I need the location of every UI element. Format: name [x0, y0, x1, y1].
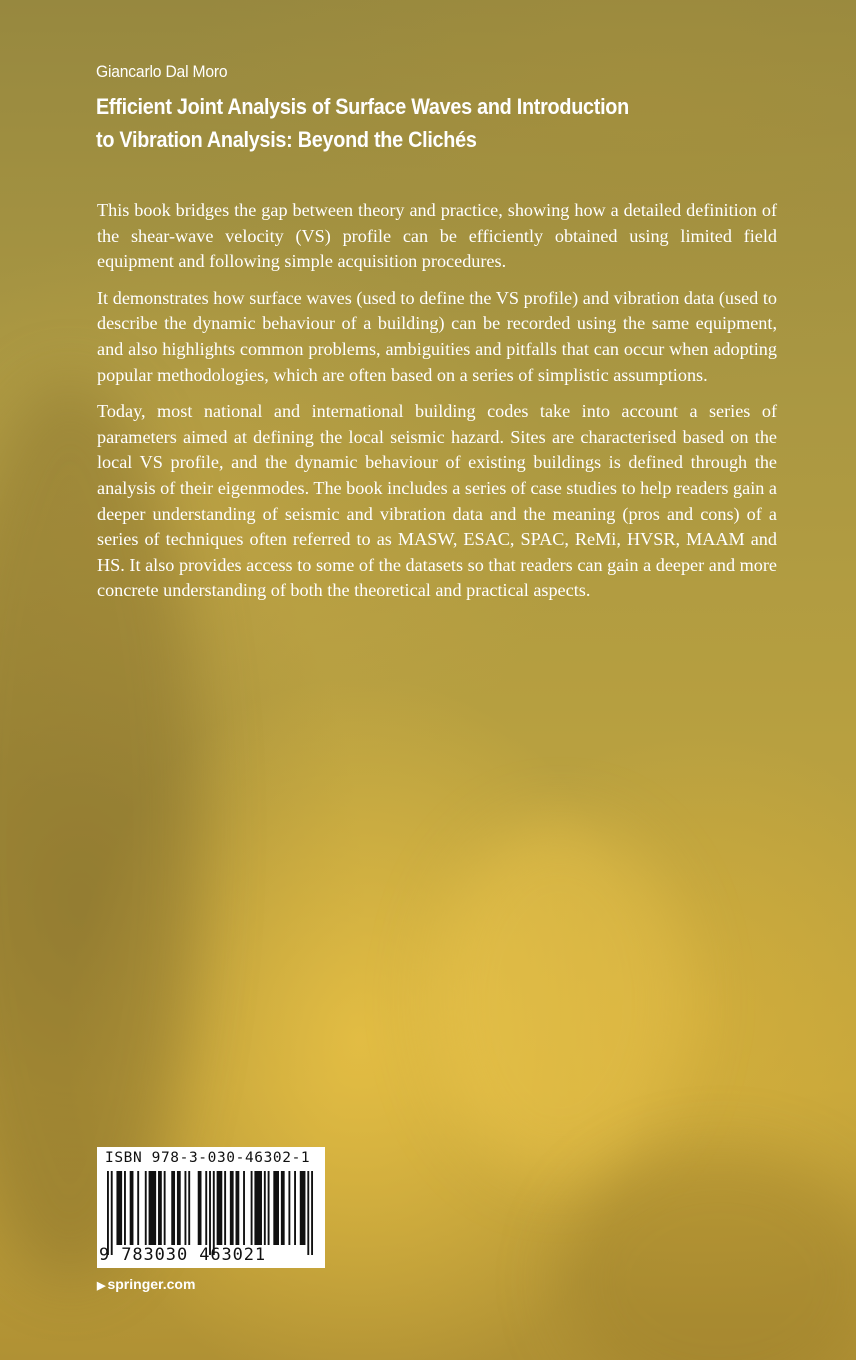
barcode-bar — [268, 1171, 270, 1245]
isbn-barcode — [97, 1147, 325, 1268]
ean-digits: 9 783030 463021 — [99, 1245, 267, 1265]
barcode-bar — [177, 1171, 181, 1245]
barcode-bar — [188, 1171, 190, 1245]
barcode-bar — [107, 1171, 109, 1255]
barcode-bar — [149, 1171, 157, 1245]
background-highlight — [430, 820, 690, 1180]
barcode-bar — [236, 1171, 240, 1245]
barcode-bar — [198, 1171, 202, 1245]
barcode-bar — [145, 1171, 147, 1245]
barcode-bar — [205, 1171, 207, 1245]
barcode-bar — [230, 1171, 234, 1245]
book-description — [97, 198, 777, 615]
barcode-bar — [171, 1171, 175, 1245]
arrow-right-icon: ▶ — [97, 1280, 106, 1292]
barcode-bar — [111, 1171, 113, 1255]
barcode-bar — [184, 1171, 186, 1245]
barcode-bar — [311, 1171, 313, 1255]
description-paragraph-3: Today, most national and international building codes take into account a series of parameters aimed at defining the local seismic hazard. Sites are characterised based on the local VS profile, and the dynamic behaviour of existing buildings is defined through the analysis of their eigenmodes. The book includes a series of case studies to help readers gain a deeper understanding of seismic and vibration data and the meaning (pros and cons) of a series of techniques often referred to as MASW, ESAC, SPAC, ReMi, HVSR, MAAM and HS. It also provides access to some of the datasets so that readers can gain a deeper and more concrete understanding of both the theoretical and practical aspects. — [97, 401, 777, 601]
barcode-bar — [137, 1171, 139, 1245]
barcode-bar — [281, 1171, 285, 1245]
description-paragraph-2: It demonstrates how surface waves (used to define the VS profile) and vibration data (used to describe the dynamic behaviour of a building) can be recorded using the same equipment, and also highlights common problems, ambiguities and pitfalls that can occur when adopting popular methodologies, which are often based on a series of simplistic assumptions. — [97, 287, 777, 385]
barcode-bar — [224, 1171, 226, 1245]
barcode-bar — [254, 1171, 262, 1245]
description-paragraph-1: This book bridges the gap between theory and practice, showing how a detailed definition of the shear-wave velocity (VS) profile can be efficiently obtained using limited field equipment and following simple acquisition procedures. — [97, 200, 777, 272]
background-shadow-bottom — [560, 1150, 856, 1360]
isbn-label: ISBN 978-3-030-46302-1 — [105, 1150, 311, 1166]
barcode-bar — [217, 1171, 223, 1245]
barcode-bar — [164, 1171, 166, 1245]
barcode-bar — [209, 1171, 211, 1255]
barcode-bar — [124, 1171, 126, 1245]
book-title — [96, 90, 726, 156]
barcode-bar — [294, 1171, 296, 1245]
book-title-line-1: Efficient Joint Analysis of Surface Waves and Introduction — [96, 94, 629, 119]
publisher-link[interactable] — [97, 1276, 195, 1292]
barcode-bar — [264, 1171, 266, 1245]
barcode-bars — [105, 1171, 317, 1255]
book-title-line-2: to Vibration Analysis: Beyond the Clichés — [96, 127, 477, 152]
barcode-bar — [251, 1171, 253, 1245]
publisher-url: springer.com — [107, 1276, 196, 1292]
barcode-bar — [158, 1171, 162, 1245]
barcode-bar — [288, 1171, 290, 1245]
barcode-bar — [243, 1171, 245, 1245]
barcode-bar — [300, 1171, 306, 1245]
barcode-bar — [130, 1171, 134, 1245]
barcode-bar — [273, 1171, 279, 1245]
author-name: Giancarlo Dal Moro — [96, 62, 228, 81]
barcode-bar — [307, 1171, 309, 1255]
barcode-bar — [116, 1171, 122, 1245]
barcode-bar — [213, 1171, 215, 1255]
